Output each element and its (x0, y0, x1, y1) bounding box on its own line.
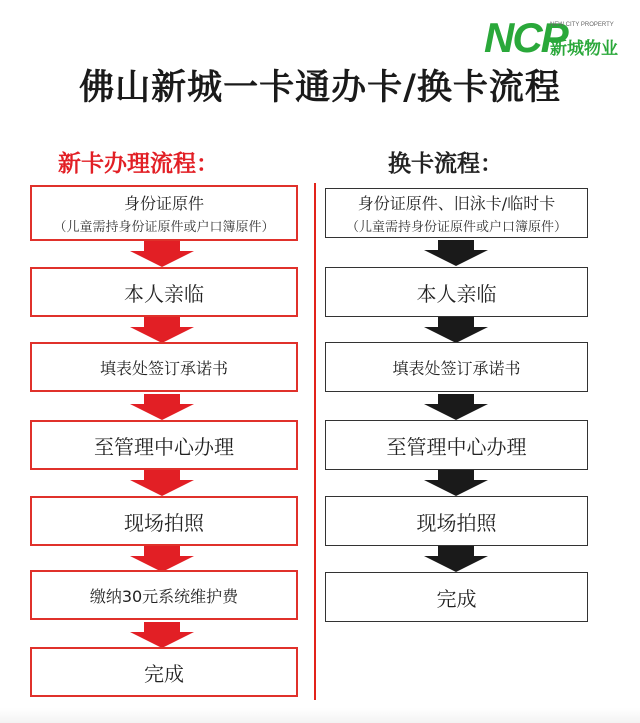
new-step-6 (30, 570, 298, 620)
black-arrow-icon (416, 317, 496, 343)
new-step-5 (30, 496, 298, 546)
replace-step-6 (325, 572, 588, 622)
replace-step-1-note: （儿童需持身份证原件或户口簿原件） (345, 220, 567, 235)
page-title: 佛山新城一卡通办卡/换卡流程 (79, 68, 561, 108)
new-step-4 (30, 420, 298, 470)
replace-step-2 (325, 267, 588, 317)
ncp-logo (470, 12, 620, 64)
new-step-1-text: 身份证原件 (123, 194, 204, 213)
replace-step-5-text: 现场拍照 (416, 510, 497, 535)
replace-step-2-text: 本人亲临 (416, 281, 497, 306)
replace-step-5 (325, 496, 588, 546)
logo-chinese-name: 新城物业 (550, 39, 618, 59)
new-step-6-text: 缴纳30元系统维护费 (89, 586, 239, 606)
red-arrow-icon (122, 241, 202, 267)
red-arrow-icon (122, 622, 202, 648)
replace-step-1-text: 身份证原件、旧泳卡/临时卡 (357, 194, 556, 213)
new-step-2 (30, 267, 298, 317)
replace-step-4 (325, 420, 588, 470)
replace-step-3 (325, 342, 588, 392)
new-step-4-text: 至管理中心办理 (94, 434, 234, 459)
replace-step-4-text: 至管理中心办理 (386, 434, 527, 459)
new-step-1 (30, 185, 298, 241)
replace-step-3-text: 填表处签订承诺书 (392, 358, 521, 378)
new-step-3 (30, 342, 298, 392)
column-divider (314, 183, 316, 700)
black-arrow-icon (416, 240, 496, 266)
new-step-2-text: 本人亲临 (124, 281, 204, 306)
replace-step-1 (325, 188, 588, 238)
replace-step-6-text: 完成 (436, 586, 477, 611)
red-arrow-icon (122, 470, 202, 496)
black-arrow-icon (416, 546, 496, 572)
bottom-fade (0, 708, 640, 723)
red-arrow-icon (122, 546, 202, 572)
new-step-3-text: 填表处签订承诺书 (99, 358, 228, 378)
logo-subtitle: NEW CITY PROPERTY (550, 22, 614, 28)
new-step-7 (30, 647, 298, 697)
black-arrow-icon (416, 394, 496, 420)
new-step-7-text: 完成 (144, 661, 184, 686)
new-step-5-text: 现场拍照 (124, 510, 204, 535)
red-arrow-icon (122, 394, 202, 420)
logo-mark: NCP (484, 14, 567, 61)
black-arrow-icon (416, 470, 496, 496)
replace-card-heading: 换卡流程： (388, 151, 503, 177)
red-arrow-icon (122, 317, 202, 343)
new-step-1-note: （儿童需持身份证原件或户口簿原件） (53, 220, 275, 235)
new-card-heading: 新卡办理流程： (58, 151, 219, 177)
